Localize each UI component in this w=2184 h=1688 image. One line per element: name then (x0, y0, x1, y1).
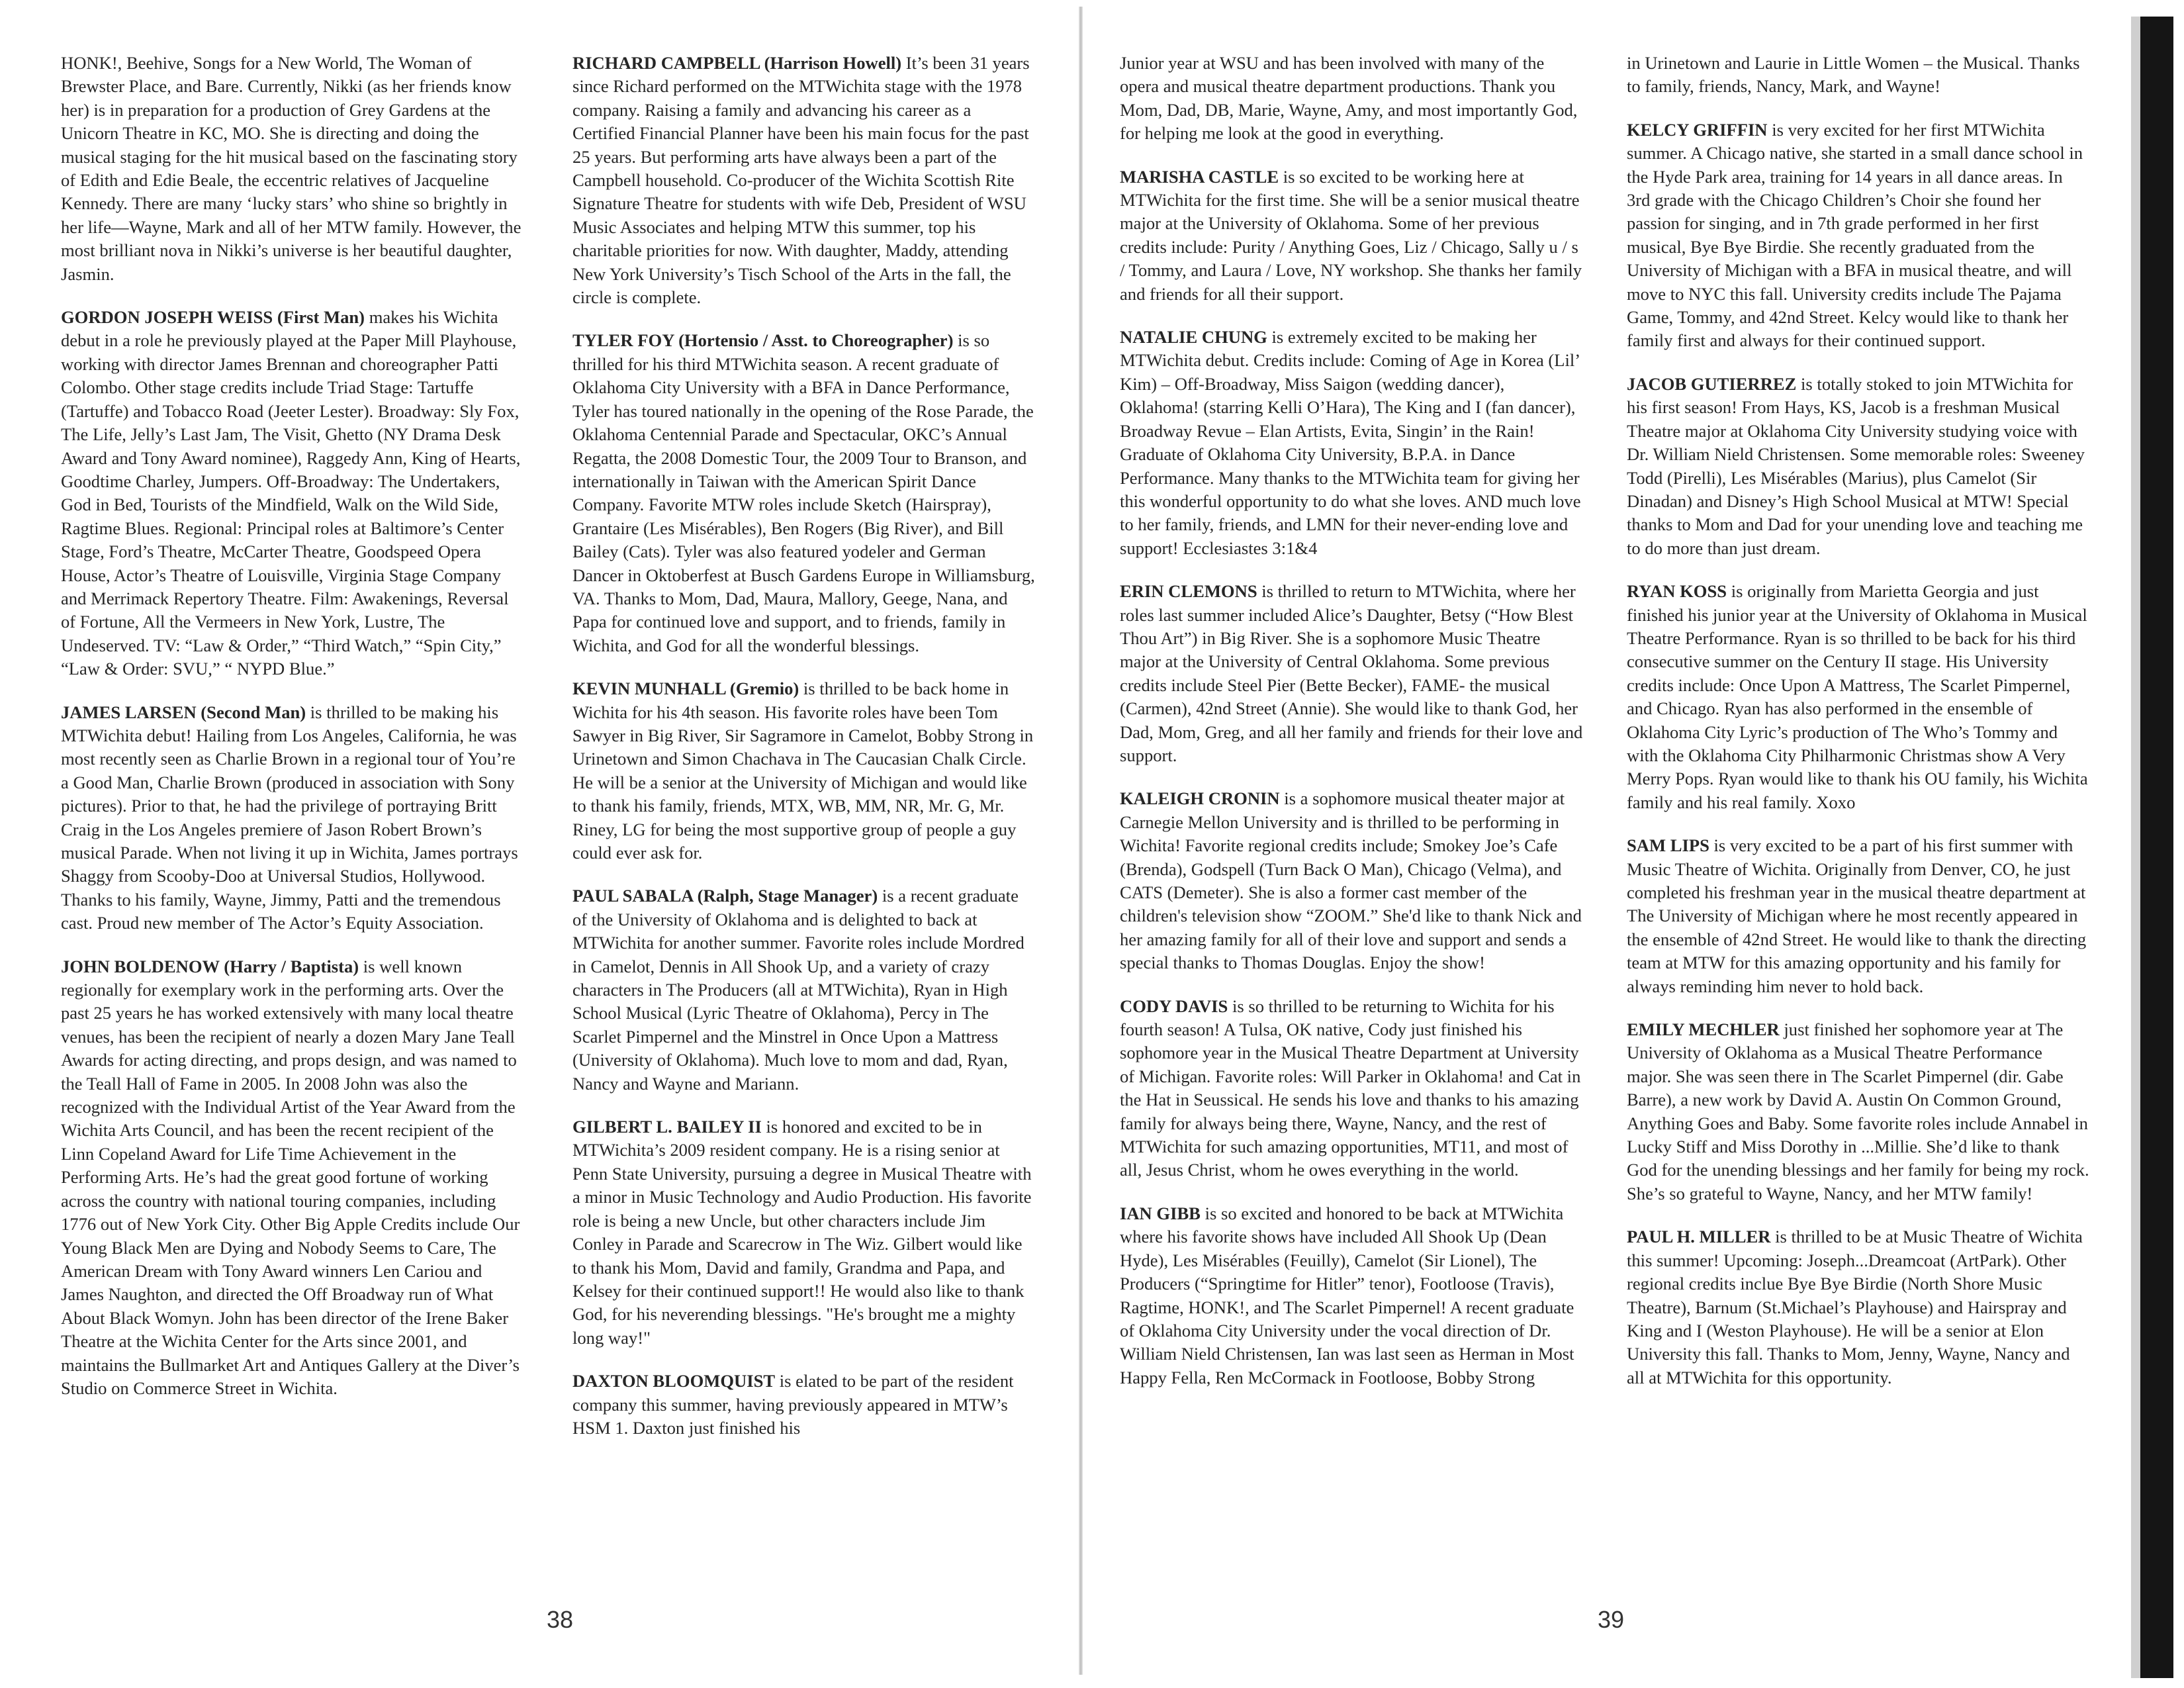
bio-sam-lips: SAM LIPS is very excited to be a part of his first summer with Music Theatre of Wichita. Originally from Denver, CO, he just completed his freshman year in the musical theatre department at The University of Michigan where he most recently appeared in the ensemble of 42nd Street. He would like to thank the directing team at MTW for this amazing opportunity and his family for always reminding him never to hold back. (1627, 835, 2087, 996)
bio-name: SAM LIPS (1627, 835, 1709, 856)
bio-gilbert-bailey: GILBERT L. BAILEY II is honored and excited to be in MTWichita’s 2009 resident company. He is a rising senior at Penn State University, pursuing a degree in Musical Theatre with a minor in Music Technology and Audio Production. His favorite role is being a new Uncle, but other characters include Jim Conley in Parade and Scarecrow in The Wiz. Gilbert would like to thank his Mom, David and family, Grandma and Papa, and Kelsey for their continued support!! He would also like to thank God, for his neverending blessings. "He's brought me a mighty long way!" (572, 1117, 1032, 1348)
bio-erin-clemons: ERIN CLEMONS is thrilled to return to MTWichita, where her roles last summer included Alice’s Daughter, Betsy (“How Blest Thou Art”) in Big River. She is a sophomore Music Theatre major at the University of Central Oklahoma. Some previous credits include Steel Pier (Bette Becker), FAME- the musical (Carmen), 42nd Street (Annie). She would like to thank God, her Dad, Mom, Greg, and all her family and friends for their love and support. (1120, 581, 1583, 765)
column-4 (1627, 52, 2090, 1409)
bio-cody-davis: CODY DAVIS is so thrilled to be returning to Wichita for his fourth season! A Tulsa, OK native, Cody just finished his sophomore year in the Musical Theatre Department at University of Michigan. Favorite roles: Will Parker in Oklahoma! and Cat in the Hat in Seussical. He sends his love and thanks to his amazing family for always being there, Wayne, Nancy, and the rest of MTWichita for such amazing opportunities, MT11, and most of all, Jesus Christ, whom he owes everything in the world. (1120, 996, 1581, 1180)
bio-continued: Junior year at WSU and has been involved with many of the opera and musical theatre department productions. Thank you Mom, Dad, DB, Marie, Wayne, Amy, and most importantly God, for helping me look at the good in everything. (1120, 53, 1578, 144)
bio-name: NATALIE CHUNG (1120, 327, 1267, 348)
bio-name: CODY DAVIS (1120, 996, 1228, 1016)
bio-name: IAN GIBB (1120, 1203, 1201, 1223)
bio-name: DAXTON BLOOMQUIST (572, 1371, 776, 1391)
bio-emily-mechler: EMILY MECHLER just finished her sophomore year at The University of Oklahoma as a Musical Theatre Performance major. She was seen there in The Scarlet Pimpernel (dir. Gabe Barre), a new work by David A. Austin On Common Ground, Anything Goes and Baby. Some favorite roles include Annabel in Lucky Stiff and Miss Dorothy in ...Millie. She’d like to thank God for the unending blessings and her family for being my rock. She’s so grateful to Wayne, Nancy, and her MTW family! (1627, 1019, 2089, 1203)
bio-name: PAUL H. MILLER (1627, 1227, 1771, 1247)
bio-john-boldenow: JOHN BOLDENOW (Harry / Baptista) is well known regionally for exemplary work in the performing arts. Over the past 25 years he has worked extensively with many local theatre venues, has been the recipient of nearly a dozen Mary Jane Teall Awards for acting directing, and props design, and was named to the Teall Hall of Fame in 2005. In 2008 John was also the recognized with the Individual Artist of the Year Award from the Wichita Arts Council, and has been the recent recipient of the Linn Copeland Award for Life Time Achievement in the Performing Arts. He’s had the great good fortune of working across the country with national touring companies, including 1776 out of New York City. Other Big Apple Credits include Our Young Black Men are Dying and Nobody Seems to Care, The American Dream with Tony Award winners Len Cariou and James Naughton, and directed the Off Broadway run of What About Black Womyn. John has been director of the Irene Baker Theatre at the Wichita Center for the Arts since 2001, and maintains the Bullmarket Art and Antiques Gallery at the Diver’s Studio on Commerce Street in Wichita. (61, 956, 520, 1398)
bio-name: KALEIGH CRONIN (1120, 788, 1280, 809)
bio-name: PAUL SABALA (Ralph, Stage Manager) (572, 886, 878, 906)
bio-name: MARISHA CASTLE (1120, 166, 1279, 187)
bio-natalie-chung: NATALIE CHUNG is extremely excited to be making her MTWichita debut. Credits include: Coming of Age in Korea (Lil’ Kim) – Off-Broadway, Miss Saigon (wedding dancer), Oklahoma! (starring Kelli O’Hara), The King and I (fan dancer), Broadway Revue – Elan Artists, Evita, Singin’ in the Rain! Graduate of Oklahoma City University, B.P.A. in Dance Performance. Many thanks to the MTWichita team for giving her this wonderful opportunity to do what she loves. AND much love to her family, friends, and LMN for their never-ending love and support! Ecclesiastes 3:1&4 (1120, 327, 1581, 558)
bio-paul-h-miller: PAUL H. MILLER is thrilled to be at Music Theatre of Wichita this summer! Upcoming: Joseph...Dreamcoat (ArtPark). Other regional credits inclue Bye Bye Birdie (North Shore Music Theatre), Barnum (St.Michael’s Playhouse) and Hairspray and King and I (Weston Playhouse). He will be a senior at Elon University this fall. Thanks to Mom, Jenny, Wayne, Nancy and all at MTWichita for this opportunity. (1627, 1227, 2083, 1387)
bio-name: KELCY GRIFFIN (1627, 119, 1768, 140)
bio-ryan-koss: RYAN KOSS is originally from Marietta Georgia and just finished his junior year at the University of Oklahoma in Musical Theatre Performance. Ryan is so thrilled to be back for his third consecutive summer on the Century II stage. His University credits include: Once Upon A Mattress, The Scarlet Pimpernel, and Chicago. Ryan has also performed in the ensemble of Oklahoma City Lyric’s production of The Who’s Tommy and with the Oklahoma City Philharmonic Christmas show A Very Merry Pops. Ryan would like to thank his OU family, his Wichita family and his real family. Xoxo (1627, 581, 2088, 812)
bio-name: GILBERT L. BAILEY II (572, 1117, 762, 1137)
bio-kaleigh-cronin: KALEIGH CRONIN is a sophomore musical theater major at Carnegie Mellon University and is thrilled to be performing in Wichita! Favorite regional credits include; Smokey Joe’s Cafe (Brenda), Godspell (Turn Back O Man), Chicago (Velma), and CATS (Demeter). She is also a former cast member of the children's television show “ZOOM.” She'd like to thank Nick and her amazing family for all of their love and support and sends a special thanks to Thomas Douglas. Enjoy the show! (1120, 788, 1582, 973)
bio-continued: HONK!, Beehive, Songs for a New World, The Woman of Brewster Place, and Bare. Currently, Nikki (as her friends know her) is in preparation for a production of Grey Gardens at the Unicorn Theatre in KC, MO. She is directing and doing the musical staging for the hit musical based on the fascinating story of Edith and Edie Beale, the eccentric relatives of Jacqueline Kennedy. There are many ‘lucky stars’ who shine so brightly in her life—Wayne, Mark and all of her MTW family. However, the most brilliant nova in Nikki’s universe is her beautiful daughter, Jasmin. (61, 53, 522, 284)
bio-kevin-munhall: KEVIN MUNHALL (Gremio) is thrilled to be back home in Wichita for his 4th season. His favorite roles have been Tom Sawyer in Big River, Sir Sagramore in Camelot, Bobby Strong in Urinetown and Simon Chachava in The Caucasian Chalk Circle. He will be a senior at the University of Michigan and would like to thank his family, friends, MTX, WB, MM, NR, Mr. G, Mr. Riney, LG for being the most supportive group of people a guy could ever ask for. (572, 679, 1034, 863)
bio-daxton-bloomquist: DAXTON BLOOMQUIST is elated to be part of the resident company this summer, having previously appeared in MTW’s HSM 1. Daxton just finished his (572, 1371, 1014, 1438)
column-2 (572, 52, 1036, 1460)
bio-name: RICHARD CAMPBELL (Harrison Howell) (572, 53, 902, 73)
bio-name: ERIN CLEMONS (1120, 581, 1257, 602)
bio-name: JAMES LARSEN (Second Man) (61, 702, 306, 722)
bio-jacob-gutierrez: JACOB GUTIERREZ is totally stoked to join MTWichita for his first season! From Hays, KS, Jacob is a freshman Musical Theatre major at Oklahoma City University studying voice with Dr. William Nield Christensen. Some memorable roles: Sweeney Todd (Pirelli), Les Misérables (Marius), plus Camelot (Sir Dinadan) and Disney’s High School Musical at MTW! Special thanks to Mom and Dad for your unending love and teaching me to do more than just dream. (1627, 373, 2085, 558)
bio-name: GORDON JOSEPH WEISS (First Man) (61, 307, 365, 328)
bio-paul-sabala: PAUL SABALA (Ralph, Stage Manager) is a recent graduate of the University of Oklahoma and is delighted to back at MTWichita for another summer. Favorite roles include Mordred in Camelot, Dennis in All Shook Up, and a variety of crazy characters in The Producers (all at MTWichita), Ryan in High School Musical (Lyric Theatre of Oklahoma), Percy in The Scarlet Pimpernel and the Minstrel in Once Upon a Mattress (University of Oklahoma). Much love to mom and dad, Ryan, Nancy and Wayne and Mariann. (572, 886, 1024, 1094)
column-3 (1120, 52, 1583, 1409)
scan-edge-dark (2140, 17, 2173, 1678)
bio-name: JACOB GUTIERREZ (1627, 373, 1797, 394)
bio-ian-gibb: IAN GIBB is so excited and honored to be back at MTWichita where his favorite shows have included All Shook Up (Dean Hyde), Les Misérables (Feuilly), Camelot (Sir Lionel), The Producers (“Springtime for Hitler” tenor), Footloose (Travis), Ragtime, HONK!, and The Scarlet Pimpernel! A recent graduate of Oklahoma City University under the vocal direction of Dr. William Nield Christensen, Ian was last seen as Herman in Most Happy Fella, Ren McCormack in Footloose, Bobby Strong (1120, 1203, 1574, 1387)
bio-name: JOHN BOLDENOW (Harry / Baptista) (61, 956, 359, 976)
bio-name: KEVIN MUNHALL (Gremio) (572, 679, 799, 699)
bio-name: RYAN KOSS (1627, 581, 1727, 602)
bio-marisha-castle: MARISHA CASTLE is so excited to be working here at MTWichita for the first time. She will be a senior musical theatre major at the University of Oklahoma. Some of her previous credits include: Purity / Anything Goes, Liz / Chicago, Sally u / s / Tommy, and Laura / Love, NY workshop. She thanks her family and friends for all their support. (1120, 166, 1582, 304)
page-number-right: 39 (1598, 1606, 1625, 1633)
page-number-left: 38 (547, 1606, 574, 1633)
scan-edge-light (2131, 17, 2140, 1678)
bio-continued: in Urinetown and Laurie in Little Women – the Musical. Thanks to family, friends, Nancy, Mark, and Wayne! (1627, 53, 2080, 97)
bio-tyler-foy: TYLER FOY (Hortensio / Asst. to Choreographer) is so thrilled for his third MTWichita season. A recent graduate of Oklahoma City University with a BFA in Dance Performance, Tyler has toured nationally in the opening of the Rose Parade, the Oklahoma Centennial Parade and Spectacular, OKC’s Annual Regatta, the 2008 Domestic Tour, the 2009 Tour to Branson, and internationally in Taiwan with the American Spirit Dance Company. Favorite MTW roles include Sketch (Hairspray), Grantaire (Les Misérables), Ben Rogers (Big River), and Bill Bailey (Cats). Tyler was also featured yodeler and German Dancer in Oktoberfest at Busch Gardens Europe in Williamsburg, VA. Thanks to Mom, Dad, Maura, Mallory, Geege, Nana, and Papa for continued love and support, and to friends, family in Wichita, and God for all the wonderful blessings. (572, 330, 1035, 655)
page-gutter (1079, 7, 1083, 1675)
bio-richard-campbell: RICHARD CAMPBELL (Harrison Howell) It’s been 31 years since Richard performed on the MTWichita stage with the 1978 company. Raising a family and advancing his career as a Certified Financial Planner have been his main focus for the past 25 years. But performing arts have always been a part of the Campbell household. Co-producer of the Wichita Scottish Rite Signature Theatre for students with wife Deb, President of WSU Music Associates and helping MTW this summer, top his charitable priorities for now. With daughter, Maddy, attending New York University’s Tisch School of the Arts in the fall, the circle is complete. (572, 53, 1030, 308)
column-1 (61, 52, 524, 1420)
bio-name: EMILY MECHLER (1627, 1019, 1780, 1040)
bio-gordon-joseph-weiss: GORDON JOSEPH WEISS (First Man) makes his Wichita debut in a role he previously played at the Paper Mill Playhouse, working with director James Brennan and choreographer Patti Colombo. Other stage credits include Triad Stage: Tartuffe (Tartuffe) and Tobacco Road (Jeeter Lester). Broadway: Sly Fox, The Life, Jelly’s Last Jam, The Visit, Ghetto (NY Drama Desk Award and Tony Award nominee), Raggedy Ann, King of Hearts, Goodtime Charley, Jumpers. Off-Broadway: The Undertakers, God in Bed, Tourists of the Mindfield, Walk on the Wild Side, Ragtime Blues. Regional: Principal roles at Baltimore’s Center Stage, Ford’s Theatre, McCarter Theatre, Goodspeed Opera House, Actor’s Theatre of Louisville, Virginia Stage Company and Merrimack Repertory Theatre. Film: Awakenings, Reversal of Fortune, All the Vermeers in New York, Lustre, The Undeserved. TV: “Law & Order,” “Third Watch,” “Spin City,” “Law & Order: SVU,” “ NYPD Blue.” (61, 307, 521, 679)
bio-james-larsen: JAMES LARSEN (Second Man) is thrilled to be making his MTWichita debut! Hailing from Los Angeles, California, he was most recently seen as Charlie Brown in a regional tour of You’re a Good Man, Charlie Brown (produced in association with Sony pictures). Prior to that, he had the privilege of portraying Britt Craig in the Los Angeles premiere of Jason Robert Brown’s musical Parade. When not living it up in Wichita, James portrays Shaggy from Scooby-Doo at Universal Studios, Hollywood. Thanks to his family, Wayne, Jimmy, Patti and the tremendous cast. Proud new member of The Actor’s Equity Association. (61, 702, 518, 933)
bio-kelcy-griffin: KELCY GRIFFIN is very excited for her first MTWichita summer. A Chicago native, she started in a small dance school in the Hyde Park area, training for 14 years in all dance areas. In 3rd grade with the Chicago Children’s Choir she found her passion for singing, and in 7th grade performed in her first musical, Bye Bye Birdie. She recently graduated from the University of Michigan with a BFA in musical theatre, and will move to NYC this fall. University credits include The Pajama Game, Tommy, and 42nd Street. Kelcy would like to thank her family first and always for their continued support. (1627, 119, 2083, 351)
bio-name: TYLER FOY (Hortensio / Asst. to Choreographer) (572, 330, 954, 351)
